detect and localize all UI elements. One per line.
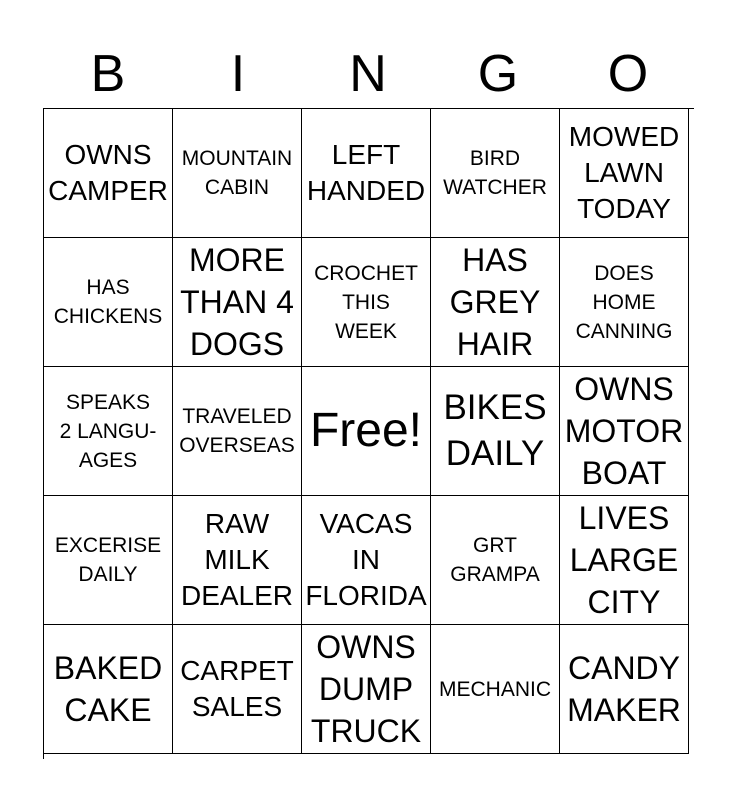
bingo-grid: [43, 108, 694, 759]
cell-text: HAS GREY HAIR: [449, 242, 541, 362]
cell-text: OWNS CAMPER: [48, 139, 168, 206]
bingo-cell[interactable]: [560, 496, 689, 625]
bingo-cell[interactable]: [431, 109, 560, 238]
cell-text: DOES HOME CANNING: [575, 261, 673, 343]
free-space-label: Free!: [309, 404, 423, 457]
header-letter-b: B: [90, 45, 126, 103]
bingo-cell[interactable]: [302, 625, 431, 754]
cell-text: CARPET SALES: [180, 655, 294, 722]
cell-text: CANDY MAKER: [567, 650, 681, 728]
cell-text: RAW MILK DEALER: [180, 508, 294, 611]
bingo-cell[interactable]: [302, 238, 431, 367]
cell-text: MORE THAN 4 DOGS: [180, 242, 294, 362]
bingo-cell[interactable]: [44, 238, 173, 367]
bingo-cell[interactable]: [431, 238, 560, 367]
cell-text: GRT GRAMPA: [450, 534, 540, 586]
cell-text: OWNS MOTOR BOAT: [564, 371, 684, 491]
bingo-cell[interactable]: [431, 625, 560, 754]
bingo-cell[interactable]: [44, 109, 173, 238]
bingo-cell[interactable]: [173, 109, 302, 238]
cell-text: EXCERISE DAILY: [54, 534, 162, 586]
cell-text: MECHANIC: [438, 677, 551, 701]
cell-text: HAS CHICKENS: [53, 276, 163, 328]
cell-text: LEFT HANDED: [306, 139, 426, 206]
cell-text: CROCHET THIS WEEK: [314, 261, 418, 343]
bingo-cell[interactable]: [173, 625, 302, 754]
bingo-cell[interactable]: [560, 367, 689, 496]
bingo-cell[interactable]: [560, 625, 689, 754]
header-letter-n: N: [349, 45, 387, 103]
bingo-header: [43, 40, 693, 108]
cell-text: MOWED LAWN TODAY: [568, 121, 680, 224]
free-space-cell[interactable]: [302, 367, 431, 496]
cell-text: TRAVELED OVERSEAS: [179, 405, 295, 457]
cell-text: SPEAKS 2 LANGU- AGES: [59, 390, 157, 472]
bingo-cell[interactable]: [44, 367, 173, 496]
cell-text: BIRD WATCHER: [443, 147, 547, 199]
bingo-cell[interactable]: [302, 109, 431, 238]
bingo-cell[interactable]: [560, 238, 689, 367]
cell-text: LIVES LARGE CITY: [569, 500, 679, 620]
header-letter-o: O: [607, 45, 649, 103]
bingo-cell[interactable]: [302, 496, 431, 625]
header-letter-i: I: [230, 45, 246, 103]
bingo-cell[interactable]: [173, 496, 302, 625]
cell-text: BIKES DAILY: [443, 388, 547, 473]
cell-text: BAKED CAKE: [53, 650, 163, 728]
bingo-cell[interactable]: [173, 367, 302, 496]
bingo-cell[interactable]: [431, 367, 560, 496]
cell-text: OWNS DUMP TRUCK: [310, 629, 422, 749]
bingo-cell[interactable]: [44, 625, 173, 754]
header-letter-g: G: [477, 45, 519, 103]
cell-text: MOUNTAIN CABIN: [181, 147, 293, 199]
bingo-cell[interactable]: [560, 109, 689, 238]
bingo-cell[interactable]: [44, 496, 173, 625]
bingo-cell[interactable]: [431, 496, 560, 625]
cell-text: VACAS IN FLORIDA: [305, 508, 427, 611]
bingo-cell[interactable]: [173, 238, 302, 367]
